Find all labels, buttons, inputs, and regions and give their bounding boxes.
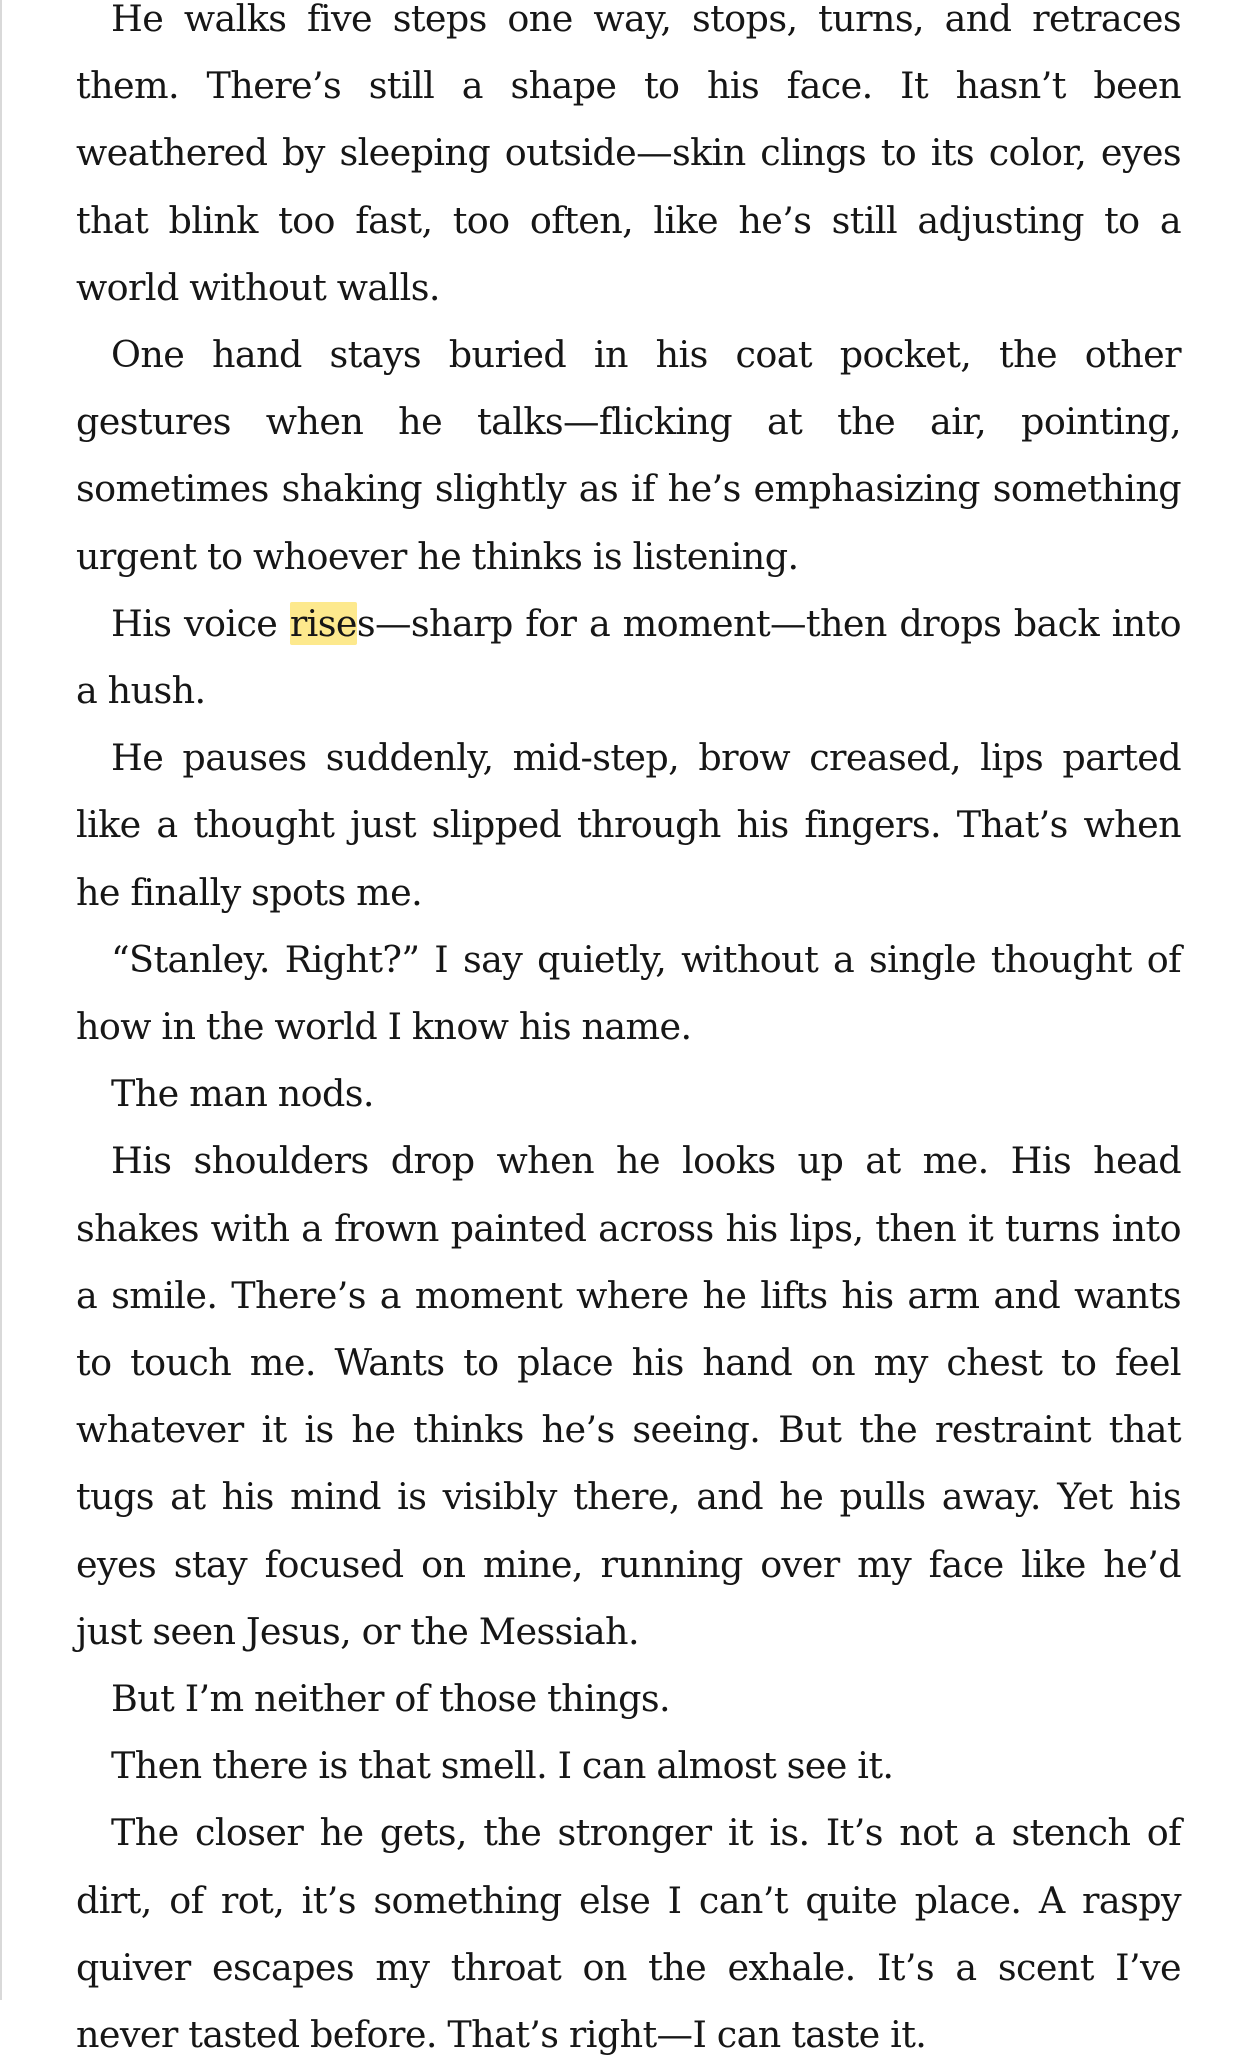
highlighted-word[interactable]: rise — [289, 601, 357, 645]
paragraph: The closer he gets, the stronger it is. It’s not a stench of dirt, of rot, it’s something else I can’t quite place. A raspy quiver escapes my throat on the exhale. It’s a scent I’ve never tasted before. That’s right—I can taste it. — [76, 1811, 1181, 2057]
paragraph: One hand stays buried in his coat pocket, the other gestures when he talks—flicking at the air, pointing, sometimes shaking slightly as if he’s emphasizing something urgent to whoever he thinks is listening. — [76, 333, 1181, 578]
paragraph: But I’m neither of those things. — [111, 1677, 670, 1721]
paragraph: His shoulders drop when he looks up at me. His head shakes with a frown painted across his lips, then it turns into a smile. There’s a moment where he lifts his arm and wants to touch me. Wants to place his hand on my chest to feel whatever it is he thinks he’s seeing. But the restraint that tugs at his mind is visibly there, and he pulls away. Yet his eyes stay focused on mine, running over my face like he’d just seen Jesus, or the Messiah. — [76, 1139, 1181, 1653]
paragraph — [76, 590, 1181, 724]
text-run: His voice — [111, 601, 290, 645]
paragraph: “Stanley. Right?” I say quietly, without a single thought of how in the world I know his name. — [76, 937, 1181, 1049]
text-run: s—sharp for a moment—then drops back into a hush. — [76, 601, 1181, 713]
paragraph: Then there is that smell. I can almost see it. — [111, 1744, 894, 1788]
paragraph: The man nods. — [111, 1072, 374, 1116]
paragraph: He pauses suddenly, mid-step, brow creased, lips parted like a thought just slipped through his fingers. That’s when he finally spots me. — [76, 736, 1181, 914]
paragraph: He walks five steps one way, stops, turns, and retraces them. There’s still a shape to his face. It hasn’t been weathered by sleeping outside—skin clings to its color, eyes that blink too fast, too often, like he’s still adjusting to a world without walls. — [76, 0, 1181, 309]
page-text — [76, 0, 1181, 2068]
